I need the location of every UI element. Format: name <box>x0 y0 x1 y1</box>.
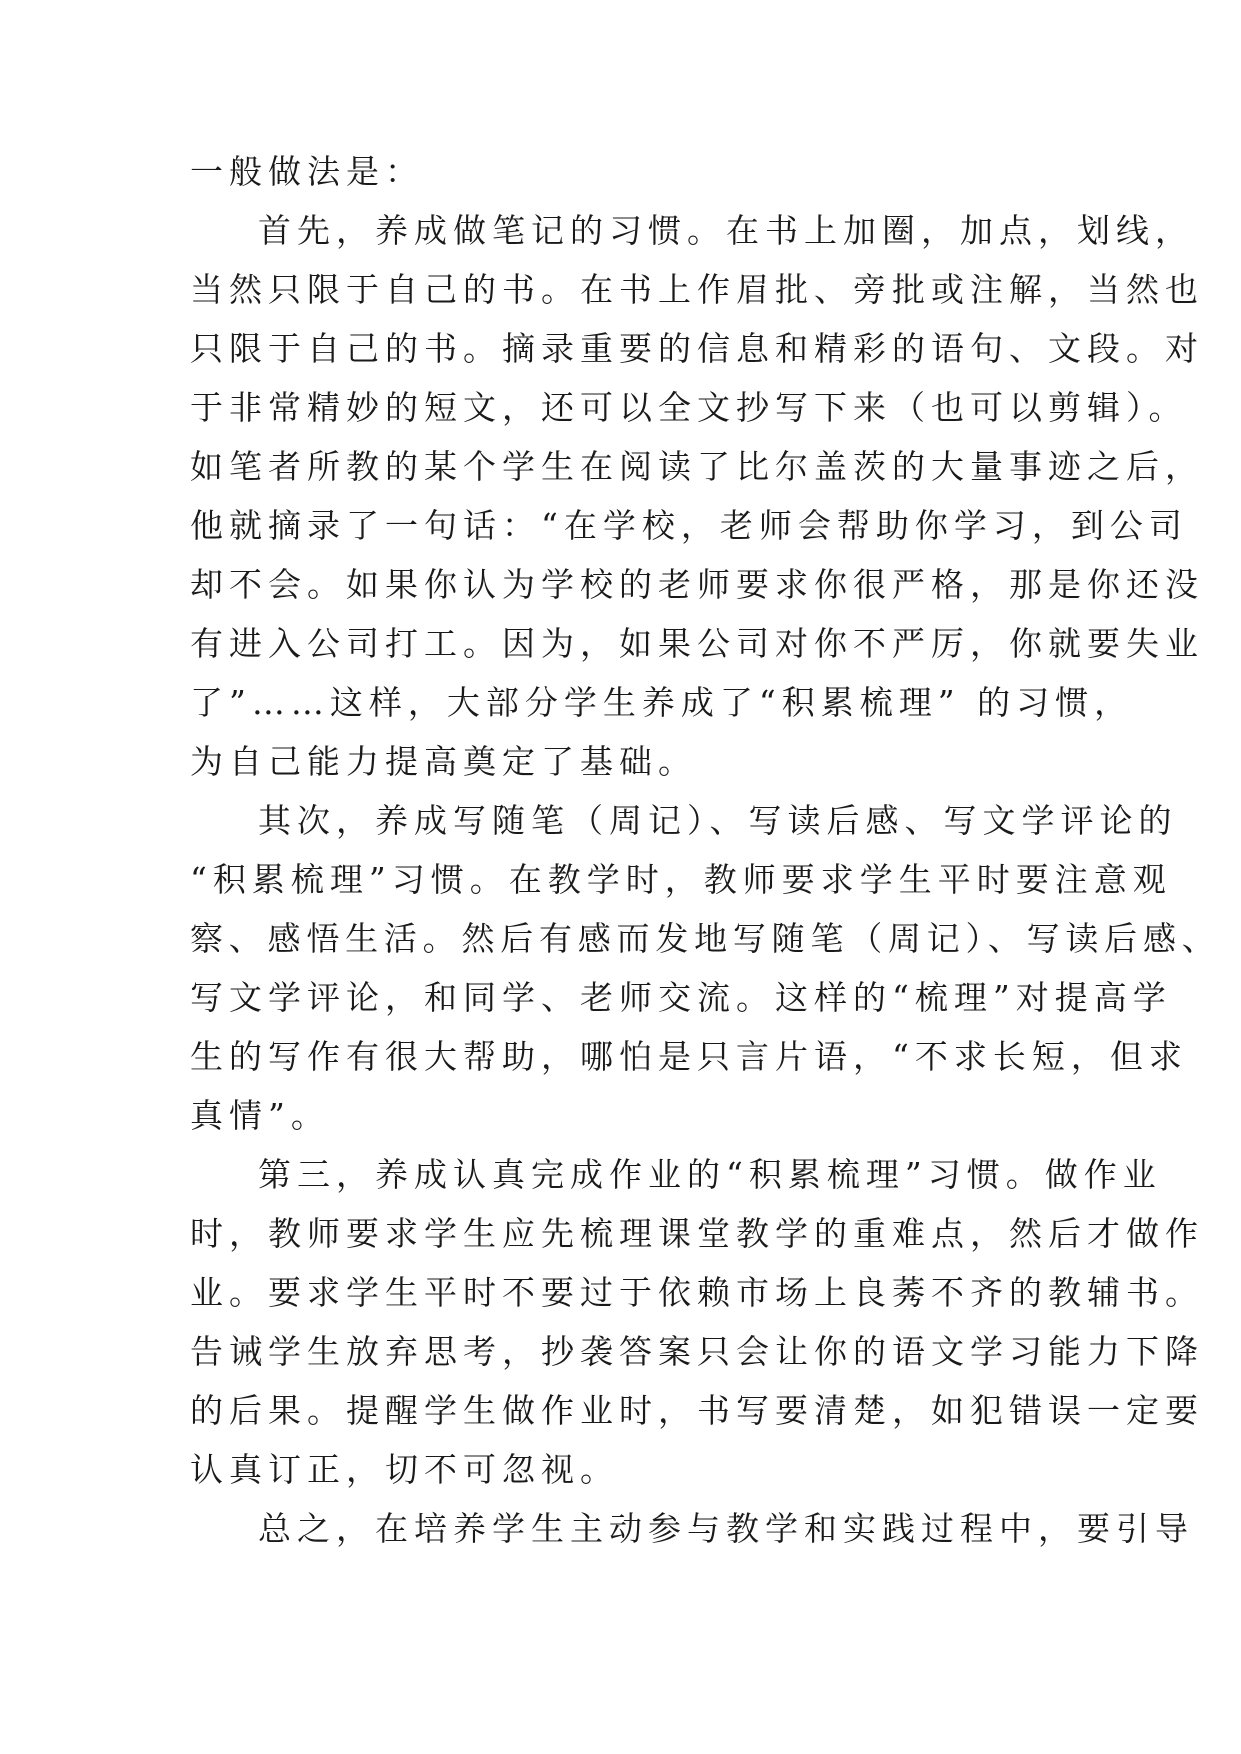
text-line: 了”……这样，大部分学生养成了“积累梳理” 的习惯， <box>190 683 1134 722</box>
paragraph-first-line: 首先，养成做笔记的习惯。在书上加圈，加点，划线， <box>258 211 1194 250</box>
text-line: 认真订正，切不可忽视。 <box>190 1450 619 1489</box>
text-line: 一般做法是： <box>190 152 424 191</box>
text-line: 生的写作有很大帮助，哪怕是只言片语，“不求长短，但求 <box>190 1037 1188 1076</box>
text-line: 为自己能力提高奠定了基础。 <box>190 742 697 781</box>
text-line: 告诫学生放弃思考，抄袭答案只会让你的语文学习能力下降 <box>190 1332 1204 1371</box>
text-line: 写文学评论，和同学、老师交流。这样的“梳理”对提高学 <box>190 978 1172 1017</box>
text-line: 察、感悟生活。然后有感而发地写随笔（周记）、写读后感、 <box>190 919 1221 958</box>
text-line: 他就摘录了一句话：“在学校，老师会帮助你学习，到公司 <box>190 506 1188 545</box>
text-line: 业。要求学生平时不要过于依赖市场上良莠不齐的教辅书。 <box>190 1273 1204 1312</box>
text-line: 只限于自己的书。摘录重要的信息和精彩的语句、文段。对 <box>190 329 1204 368</box>
paragraph-first-line: 其次，养成写随笔（周记）、写读后感、写文学评论的 <box>258 801 1178 840</box>
text-line: 却不会。如果你认为学校的老师要求你很严格，那是你还没 <box>190 565 1204 604</box>
paragraph-first-line: 总之，在培养学生主动参与教学和实践过程中，要引导 <box>258 1509 1194 1548</box>
paragraph-first-line: 第三，养成认真完成作业的“积累梳理”习惯。做作业 <box>258 1155 1162 1194</box>
text-line: 如笔者所教的某个学生在阅读了比尔盖茨的大量事迹之后， <box>190 447 1204 486</box>
text-line: 当然只限于自己的书。在书上作眉批、旁批或注解，当然也 <box>190 270 1204 309</box>
text-line: 有进入公司打工。因为，如果公司对你不严厉，你就要失业 <box>190 624 1204 663</box>
text-line: 时，教师要求学生应先梳理课堂教学的重难点，然后才做作 <box>190 1214 1204 1253</box>
text-line: 的后果。提醒学生做作业时，书写要清楚，如犯错误一定要 <box>190 1391 1204 1430</box>
text-line: 于非常精妙的短文，还可以全文抄写下来（也可以剪辑）。 <box>190 388 1188 427</box>
text-line: 真情”。 <box>190 1096 330 1135</box>
text-line: “积累梳理”习惯。在教学时，教师要求学生平时要注意观 <box>190 860 1172 899</box>
